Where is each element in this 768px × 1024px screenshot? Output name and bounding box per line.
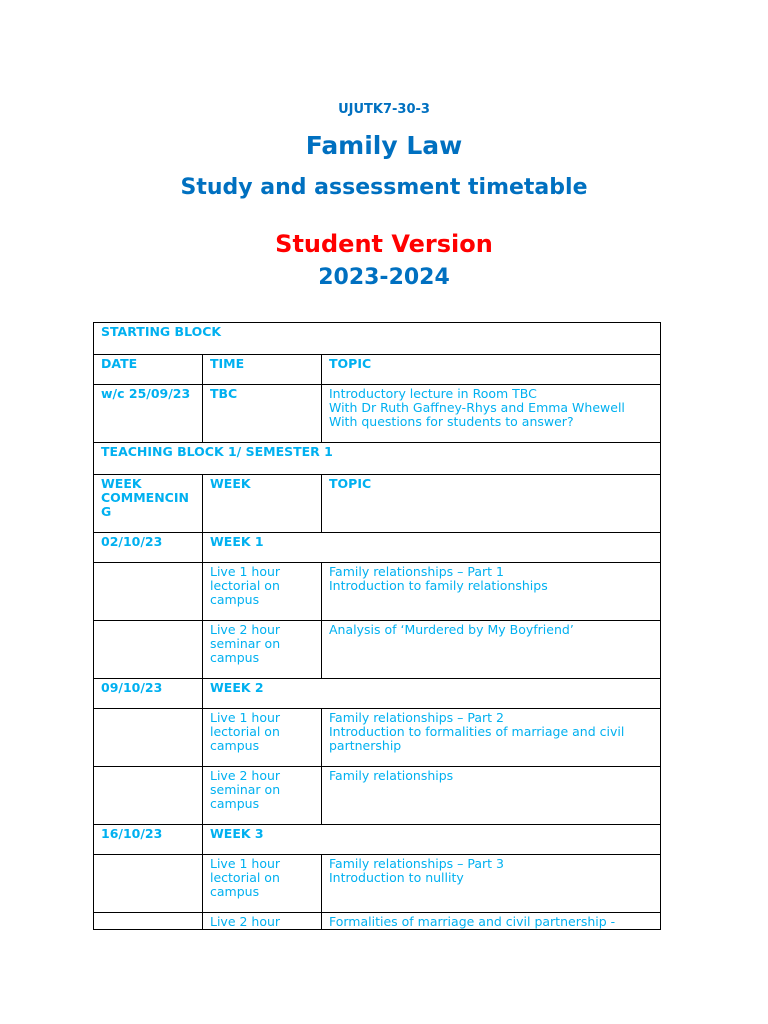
session-row (94, 767, 661, 825)
document-subtitle: Study and assessment timetable (180, 175, 588, 200)
academic-year: 2023-2024 (318, 265, 450, 290)
topic-line: Introductory lecture in Room TBC (329, 386, 537, 401)
week-label: WEEK 3 (203, 825, 661, 855)
session-row (94, 855, 661, 913)
session-type: Live 2 hour (203, 913, 322, 930)
teaching-block-heading: TEACHING BLOCK 1/ SEMESTER 1 (94, 443, 661, 475)
session-row (94, 709, 661, 767)
topic-line: Formalities of marriage and civil partnership - (329, 914, 616, 929)
session-type: Live 2 hour seminar on campus (203, 621, 322, 679)
session-empty-cell (94, 855, 203, 913)
starting-block-header-row (94, 355, 661, 385)
topic-line: Analysis of ‘Murdered by My Boyfriend’ (329, 622, 574, 637)
session-type: Live 1 hour lectorial on campus (203, 709, 322, 767)
session-row (94, 913, 661, 930)
column-header-topic: TOPIC (322, 355, 661, 385)
topic-line: Introduction to nullity (329, 870, 464, 885)
column-header-date: DATE (94, 355, 203, 385)
topic-line: Introduction to family relationships (329, 578, 548, 593)
session-topic (322, 709, 661, 767)
session-empty-cell (94, 563, 203, 621)
column-header-week-commencing: WEEK COMMENCIN G (94, 475, 203, 533)
row-time: TBC (203, 385, 322, 443)
session-topic (322, 855, 661, 913)
week-label: WEEK 2 (203, 679, 661, 709)
topic-line: With Dr Ruth Gaffney-Rhys and Emma Whewell (329, 400, 625, 415)
teaching-block-heading-row (94, 443, 661, 475)
week-row (94, 533, 661, 563)
week-row (94, 825, 661, 855)
session-topic (322, 913, 661, 930)
starting-block-heading: STARTING BLOCK (94, 323, 661, 355)
topic-line: Family relationships – Part 1 (329, 564, 504, 579)
session-empty-cell (94, 913, 203, 930)
starting-block-heading-row (94, 323, 661, 355)
session-type: Live 2 hour seminar on campus (203, 767, 322, 825)
timetable-table (93, 322, 661, 930)
teaching-block-header-row (94, 475, 661, 533)
session-type: Live 1 hour lectorial on campus (203, 563, 322, 621)
session-type: Live 1 hour lectorial on campus (203, 855, 322, 913)
version-label: Student Version (275, 230, 493, 258)
topic-line: Family relationships (329, 768, 454, 783)
module-title: Family Law (305, 131, 463, 160)
week-row (94, 679, 661, 709)
table-row (94, 385, 661, 443)
topic-line: Family relationships – Part 2 (329, 710, 504, 725)
topic-line: With questions for students to answer? (329, 414, 574, 429)
session-topic (322, 563, 661, 621)
session-topic (322, 621, 661, 679)
week-date: 02/10/23 (94, 533, 203, 563)
column-header-topic: TOPIC (322, 475, 661, 533)
session-empty-cell (94, 709, 203, 767)
week-date: 16/10/23 (94, 825, 203, 855)
week-date: 09/10/23 (94, 679, 203, 709)
session-empty-cell (94, 767, 203, 825)
topic-line: Family relationships – Part 3 (329, 856, 504, 871)
topic-line: Introduction to formalities of marriage and civil partnership (329, 724, 625, 753)
session-row (94, 621, 661, 679)
column-header-time: TIME (203, 355, 322, 385)
session-empty-cell (94, 621, 203, 679)
module-code: UJUTK7-30-3 (338, 102, 430, 117)
column-header-week: WEEK (203, 475, 322, 533)
session-topic (322, 767, 661, 825)
row-date: w/c 25/09/23 (94, 385, 203, 443)
week-label: WEEK 1 (203, 533, 661, 563)
row-topic (322, 385, 661, 443)
session-row (94, 563, 661, 621)
